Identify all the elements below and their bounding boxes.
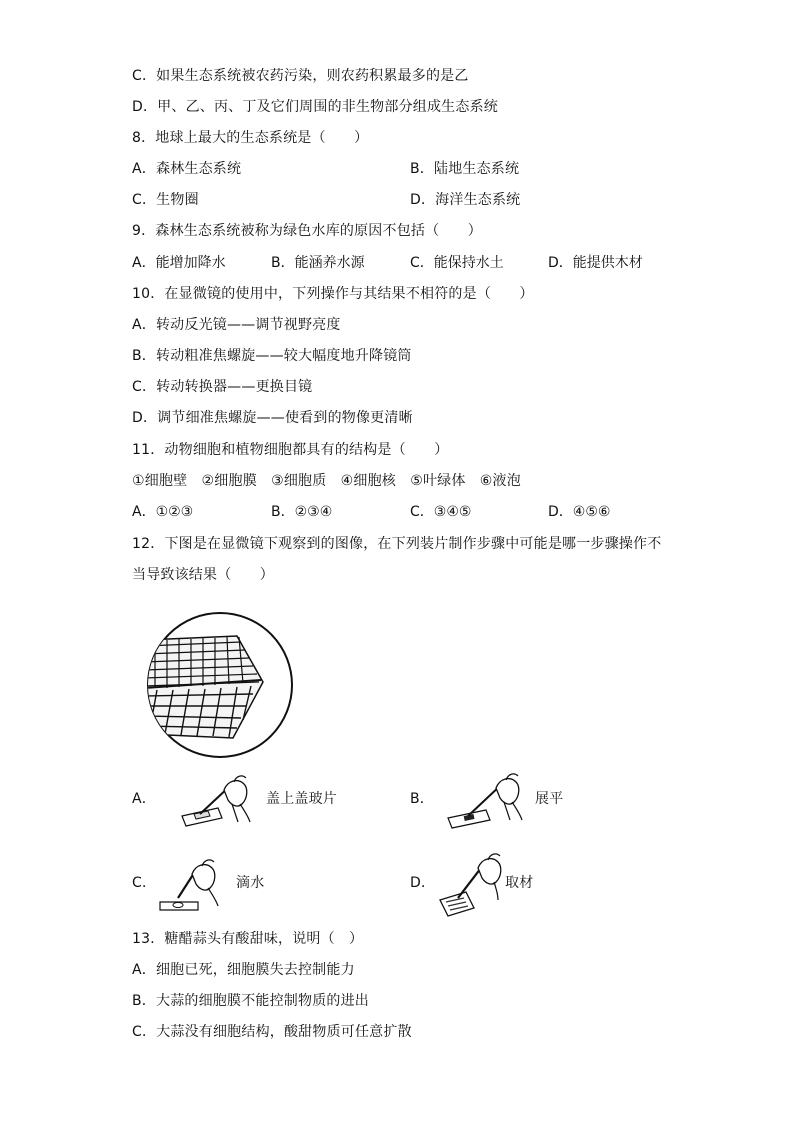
q12-stem-line2: 当导致该结果（ ） <box>132 567 274 583</box>
q11-option-d[interactable]: D．④⑤⑥ <box>548 504 611 520</box>
q8-option-a[interactable]: A．森林生态系统 <box>132 161 242 177</box>
q13-option-a[interactable]: A．细胞已死，细胞膜失去控制能力 <box>132 962 355 978</box>
q10-stem: 10．在显微镜的使用中，下列操作与其结果不相符的是（ ） <box>132 286 534 302</box>
q12-option-a-letter[interactable]: A． <box>132 791 156 807</box>
q13-stem: 13．糖醋蒜头有酸甜味，说明（ ） <box>132 931 364 947</box>
q13-option-b[interactable]: B．大蒜的细胞膜不能控制物质的进出 <box>132 993 370 1009</box>
q11-option-c[interactable]: C．③④⑤ <box>410 504 472 520</box>
cover-slip-step-icon[interactable] <box>178 770 258 830</box>
q8-stem: 8．地球上最大的生态系统是（ ） <box>132 130 369 146</box>
q12-option-c-label[interactable]: 滴水 <box>236 875 265 891</box>
microscope-view-image <box>145 610 295 760</box>
spread-flat-step-icon[interactable] <box>444 770 534 830</box>
q10-option-d[interactable]: D．调节细准焦螺旋——使看到的物像更清晰 <box>132 410 413 426</box>
drip-water-step-icon[interactable] <box>158 852 238 914</box>
q12-option-d-letter[interactable]: D． <box>410 875 436 891</box>
q9-option-b[interactable]: B．能涵养水源 <box>271 255 365 271</box>
q9-option-d[interactable]: D．能提供木材 <box>548 255 643 271</box>
q11-option-b[interactable]: B．②③④ <box>271 504 333 520</box>
q10-option-c[interactable]: C．转动转换器——更换目镜 <box>132 379 313 395</box>
q11-stem: 11．动物细胞和植物细胞都具有的结构是（ ） <box>132 442 449 458</box>
take-material-step-icon[interactable] <box>436 852 506 918</box>
q7-option-c[interactable]: C．如果生态系统被农药污染，则农药积累最多的是乙 <box>132 68 469 84</box>
q12-option-a-label[interactable]: 盖上盖玻片 <box>266 791 337 807</box>
q10-option-b[interactable]: B．转动粗准焦螺旋——较大幅度地升降镜筒 <box>132 348 412 364</box>
q12-option-d-label[interactable]: 取材 <box>505 875 534 891</box>
q8-option-c[interactable]: C．生物圈 <box>132 192 199 208</box>
q9-option-a[interactable]: A．能增加降水 <box>132 255 226 271</box>
q9-option-c[interactable]: C．能保持水土 <box>410 255 504 271</box>
q13-option-c[interactable]: C．大蒜没有细胞结构，酸甜物质可任意扩散 <box>132 1024 412 1040</box>
q12-option-b-label[interactable]: 展平 <box>535 791 564 807</box>
q12-stem-line1: 12．下图是在显微镜下观察到的图像，在下列装片制作步骤中可能是哪一步骤操作不 <box>132 536 662 552</box>
q8-option-b[interactable]: B．陆地生态系统 <box>410 161 520 177</box>
q8-option-d[interactable]: D．海洋生态系统 <box>410 192 521 208</box>
q12-option-c-letter[interactable]: C． <box>132 875 157 891</box>
q11-option-a[interactable]: A．①②③ <box>132 504 194 520</box>
q9-stem: 9．森林生态系统被称为绿色水库的原因不包括（ ） <box>132 223 482 239</box>
q12-option-b-letter[interactable]: B． <box>410 791 435 807</box>
q11-items: ①细胞壁 ②细胞膜 ③细胞质 ④细胞核 ⑤叶绿体 ⑥液泡 <box>132 473 521 489</box>
q10-option-a[interactable]: A．转动反光镜——调节视野亮度 <box>132 317 341 333</box>
q7-option-d[interactable]: D．甲、乙、丙、丁及它们周围的非生物部分组成生态系统 <box>132 99 498 115</box>
